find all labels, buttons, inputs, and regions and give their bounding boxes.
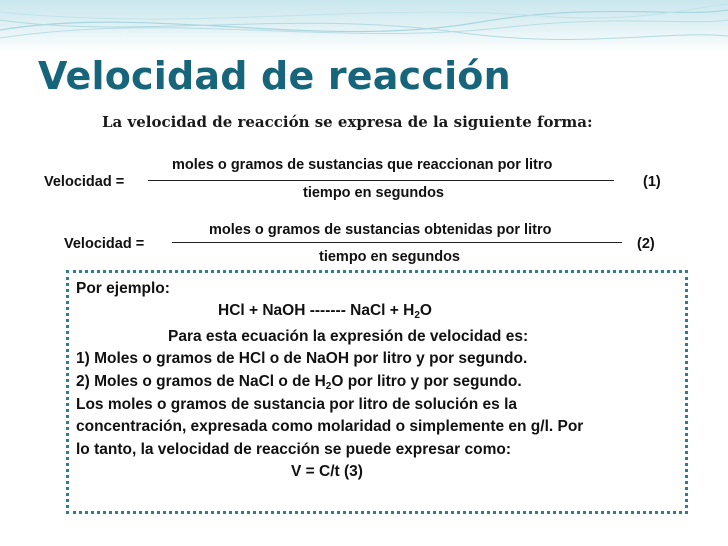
formula1-denominator: tiempo en segundos [303,185,444,201]
line2-part-b: O por litro y por segundo. [331,373,522,390]
slide-subtitle: La velocidad de reacción se expresa de la siguiente forma: [102,113,593,131]
example-paragraph-line-1: Los moles o gramos de sustancia por litro de solución es la [76,396,518,413]
example-paragraph-line-3: lo tanto, la velocidad de reacción se puede expresar como: [76,441,512,458]
formula2-denominator: tiempo en segundos [319,249,460,265]
example-line-2 [76,373,522,391]
chemical-equation [218,302,432,320]
final-formula: V = C/t (3) [291,463,363,480]
formula2-numerator: moles o gramos de sustancias obtenidas por litro [209,222,552,238]
formula1-numerator: moles o gramos de sustancias que reaccionan por litro [172,157,553,173]
formula2-number: (2) [637,236,655,252]
equation-subscript: 2 [414,310,420,321]
example-line-1: 1) Moles o gramos de HCl o de NaOH por litro y por segundo. [76,350,528,367]
header-decoration [0,0,728,52]
example-paragraph-line-2: concentración, expresada como molaridad o simplemente en g/l. Por [76,418,584,435]
formula2-fraction-bar [172,242,622,243]
formula2-label: Velocidad = [64,236,145,252]
formula1-fraction-bar [148,180,614,181]
equation-tail: O [419,302,432,319]
example-heading: Por ejemplo: [76,280,170,297]
line2-subscript: 2 [325,381,332,392]
equation-main: HCl + NaOH ------- NaCl + H [218,302,415,319]
line2-part-a: 2) Moles o gramos de NaCl o de H [76,373,326,390]
slide-title: Velocidad de reacción [38,54,511,98]
wave-lines-decoration [0,0,728,52]
formula1-label: Velocidad = [44,174,125,190]
formula1-number: (1) [643,174,661,190]
example-intro: Para esta ecuación la expresión de velocidad es: [168,328,529,345]
